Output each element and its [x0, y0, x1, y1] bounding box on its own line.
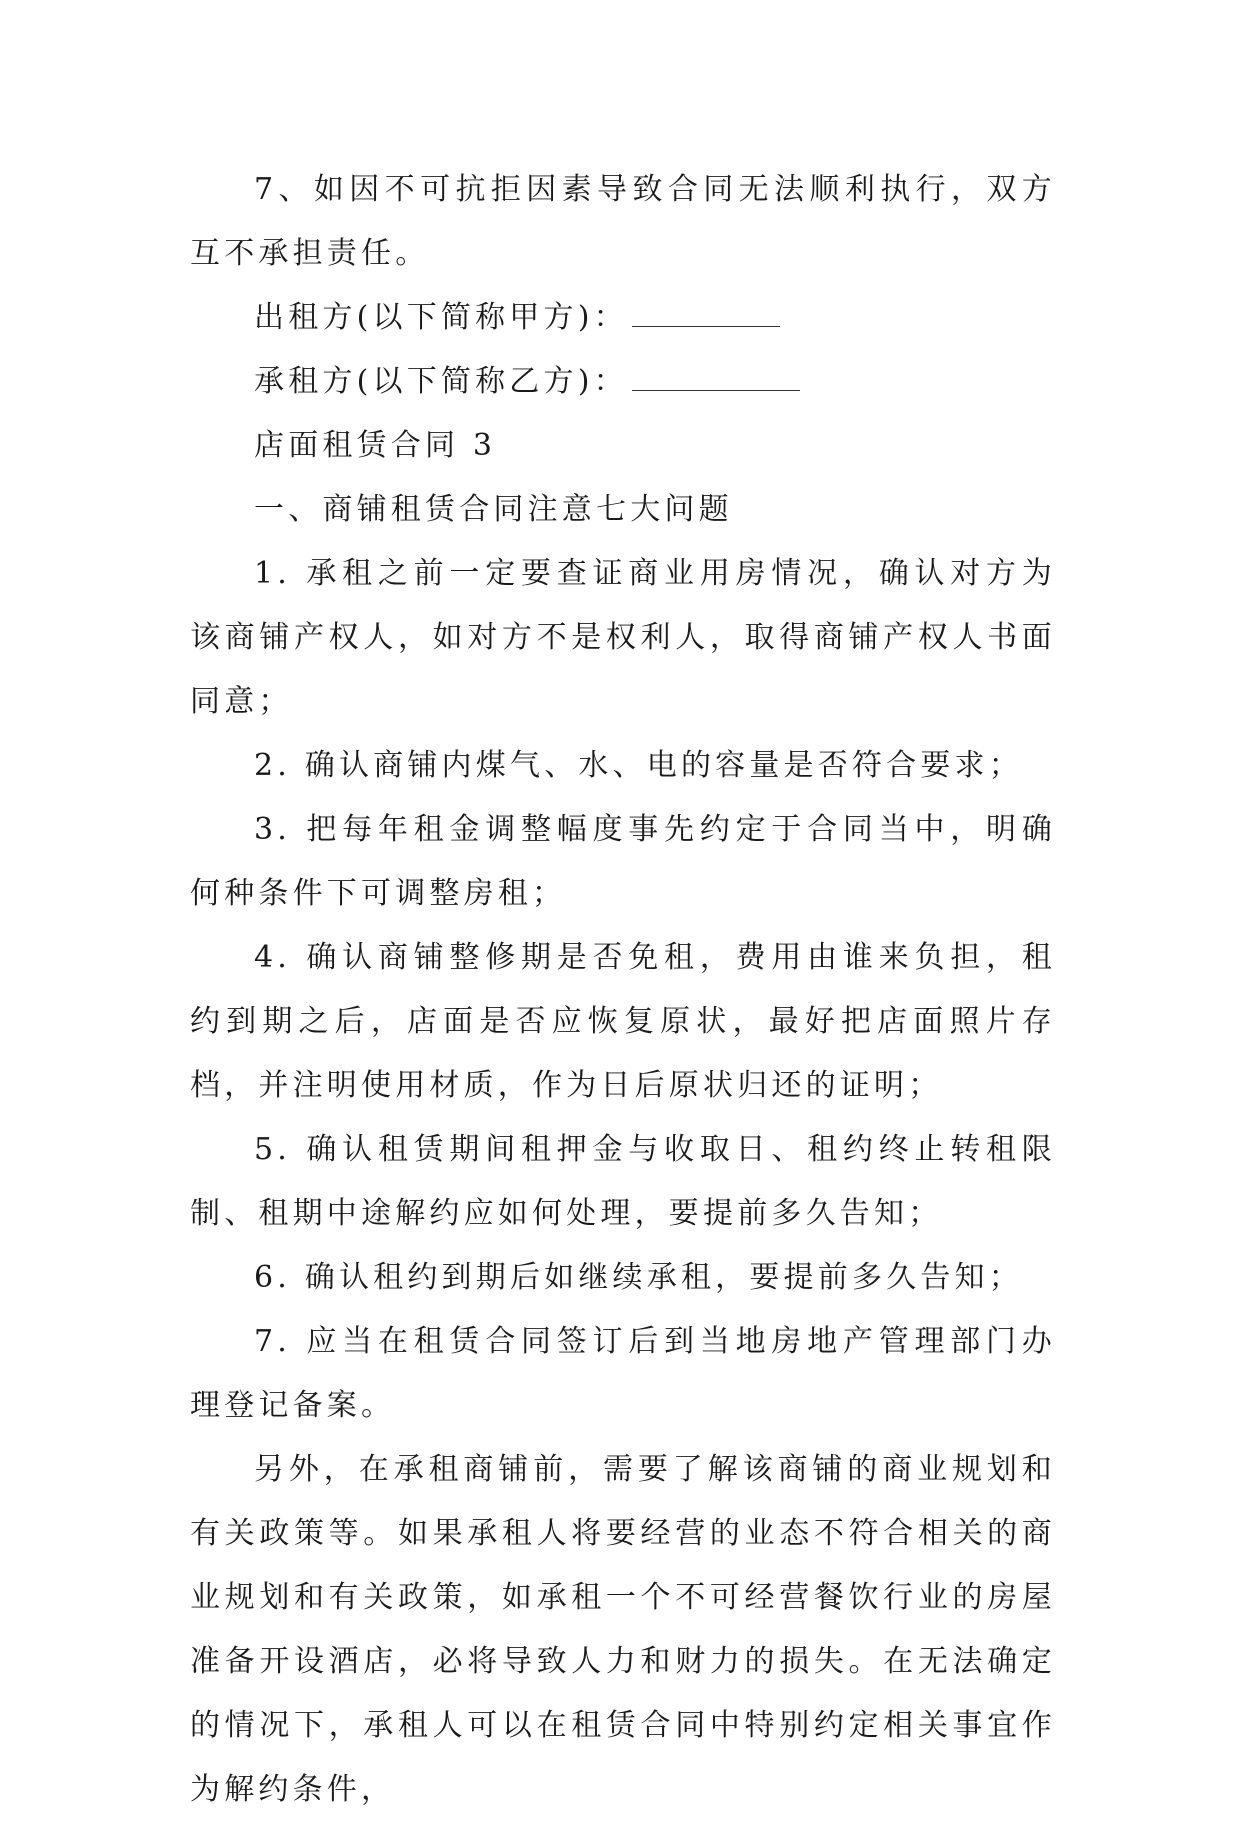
document-page [190, 158, 1056, 1822]
lessee-line [190, 350, 1056, 414]
section-heading: 一、商铺租赁合同注意七大问题 [254, 492, 733, 527]
clause-force-majeure: 7、如因不可抗拒因素导致合同无法顺利执行，双方互不承担责任。 [190, 172, 1056, 271]
item-4: 4. 确认商铺整修期是否免租，费用由谁来负担，租约到期之后，店面是否应恢复原状，最好把店面照片存档，并注明使用材质，作为日后原状归还的证明； [190, 940, 1056, 1103]
section-title: 店面租赁合同 3 [254, 428, 497, 463]
item-6: 6. 确认租约到期后如继续承租，要提前多久告知； [254, 1260, 1023, 1295]
item-1: 1. 承租之前一定要查证商业用房情况，确认对方为该商铺产权人，如对方不是权利人，取得商铺产权人书面同意； [190, 556, 1056, 719]
lessor-line [190, 286, 1056, 350]
item-5: 5. 确认租赁期间租押金与收取日、租约终止转租限制、租期中途解约应如何处理，要提前多久告知； [190, 1132, 1056, 1231]
lessor-label: 出租方(以下简称甲方)： [254, 300, 628, 335]
lessee-label: 承租方(以下简称乙方)： [254, 364, 628, 399]
item-3: 3. 把每年租金调整幅度事先约定于合同当中，明确何种条件下可调整房租； [190, 812, 1056, 911]
additional-note: 另外，在承租商铺前，需要了解该商铺的商业规划和有关政策等。如果承租人将要经营的业态不符合相关的商业规划和有关政策，如承租一个不可经营餐饮行业的房屋准备开设酒店，必将导致人力和财力的损失。在无法确定的情况下，承租人可以在租赁合同中特别约定相关事宜作为解约条件， [190, 1452, 1056, 1807]
item-2: 2. 确认商铺内煤气、水、电的容量是否符合要求； [254, 748, 1023, 783]
lessee-blank [632, 370, 800, 391]
item-7: 7. 应当在租赁合同签订后到当地房地产管理部门办理登记备案。 [190, 1324, 1056, 1423]
lessor-blank [632, 306, 780, 327]
